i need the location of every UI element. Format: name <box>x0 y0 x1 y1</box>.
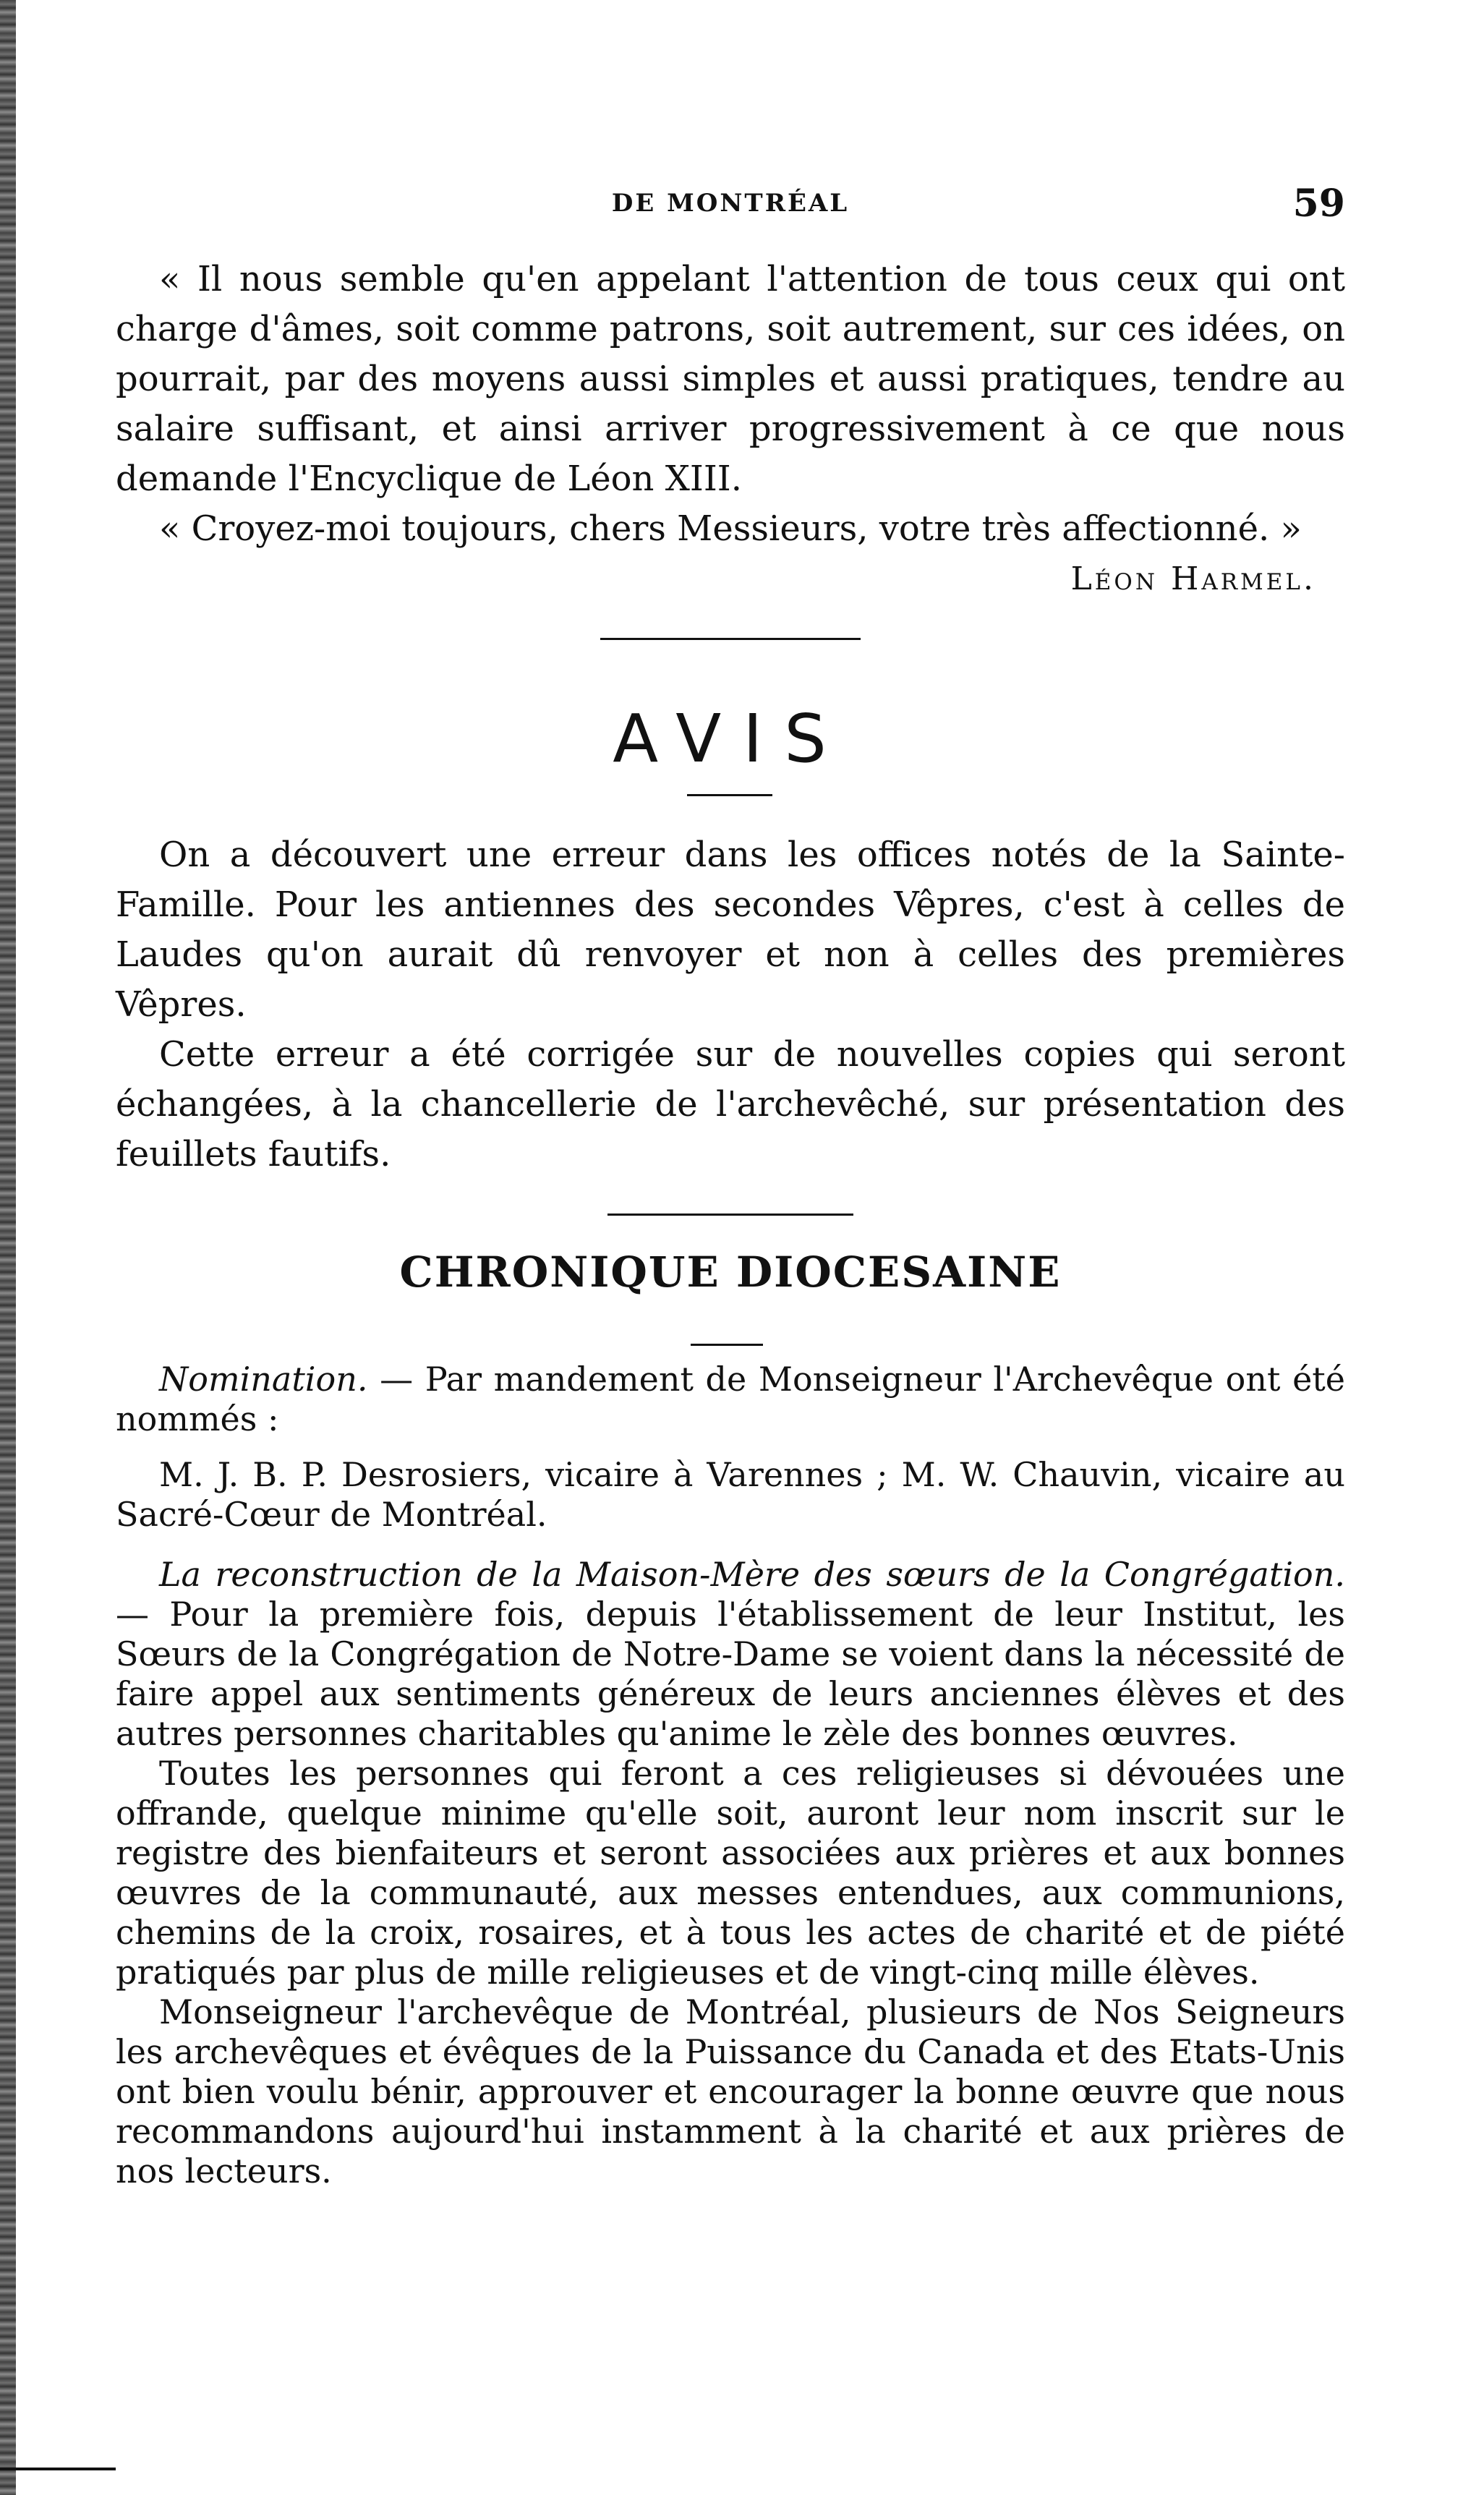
nomination-paragraph <box>116 1360 1345 1439</box>
letter-closing: « Croyez-moi toujours, chers Messieurs, votre très affectionné. » <box>159 508 1302 549</box>
signature: Léon Harmel. <box>1070 560 1316 597</box>
avis-paragraph: Cette erreur a été corrigée sur de nouvelles copies qui seront échangées, à la chancellerie de l'archevêché, sur présentation des feuillets fautifs. <box>116 1034 1345 1174</box>
chronique-section <box>116 1360 1345 2191</box>
chronique-heading: CHRONIQUE DIOCESAINE <box>399 1248 1062 1297</box>
bottom-edge-rule <box>0 2468 116 2470</box>
avis-heading: AVIS <box>613 700 848 777</box>
page-number: 59 <box>1292 182 1345 226</box>
running-head <box>116 184 1345 228</box>
section-divider <box>600 638 861 640</box>
heading-underline <box>687 794 772 796</box>
nominees-paragraph: M. J. B. P. Desrosiers, vicaire à Varennes ; M. W. Chauvin, vicaire au Sacré-Cœur de Montréal. <box>116 1455 1345 1534</box>
chronique-paragraph: Toutes les personnes qui feront a ces religieuses si dévouées une offrande, quelque minime qu'elle soit, auront leur nom inscrit sur le registre des bienfaiteurs et seront associées aux prières et aux bonnes œuvres de la communauté, aux messes entendues, aux communions, chemins de la croix, rosaires, et à tous les actes de charité et de piété pratiqués par plus de mille religieuses et de vingt-cinq mille élèves. <box>116 1754 1345 1992</box>
binding-edge <box>0 0 16 2495</box>
avis-section <box>116 830 1345 1180</box>
reconstruction-paragraph <box>116 1555 1345 1754</box>
nomination-text: — Par mandement de Monseigneur l'Archevêque ont été nommés : <box>116 1360 1345 1438</box>
nomination-label: Nomination. <box>159 1360 368 1399</box>
heading-underline <box>691 1344 763 1346</box>
reconstruction-text: — Pour la première fois, depuis l'établissement de leur Institut, les Sœurs de la Congrégation de Notre-Dame se voient dans la nécessité de faire appel aux sentiments généreux de leurs anciennes élèves et des autres personnes charitables qu'anime le zèle des bonnes œuvres. <box>116 1595 1345 1753</box>
letter-paragraph: « Il nous semble qu'en appelant l'attention de tous ceux qui ont charge d'âmes, soit comme patrons, soit autrement, sur ces idées, on pourrait, par des moyens aussi simples et aussi pratiques, tendre au salaire suffisant, et ainsi arriver progressivement à ce que nous demande l'Encyclique de Léon XIII. <box>116 259 1345 499</box>
running-title: DE MONTRÉAL <box>611 189 850 218</box>
avis-paragraph: On a découvert une erreur dans les offices notés de la Sainte-Famille. Pour les antiennes des secondes Vêpres, c'est à celles de Laudes qu'on aurait dû renvoyer et non à celles des premières Vêpres. <box>116 835 1345 1025</box>
reconstruction-label: La reconstruction de la Maison-Mère des sœurs de la Congrégation. <box>159 1555 1345 1594</box>
letter-section <box>116 255 1345 605</box>
section-divider <box>607 1214 853 1216</box>
chronique-paragraph: Monseigneur l'archevêque de Montréal, plusieurs de Nos Seigneurs les archevêques et évêques de la Puissance du Canada et des Etats-Unis ont bien voulu bénir, approuver et encourager la bonne œuvre que nous recommandons aujourd'hui instamment à la charité et aux prières de nos lecteurs. <box>116 1992 1345 2191</box>
